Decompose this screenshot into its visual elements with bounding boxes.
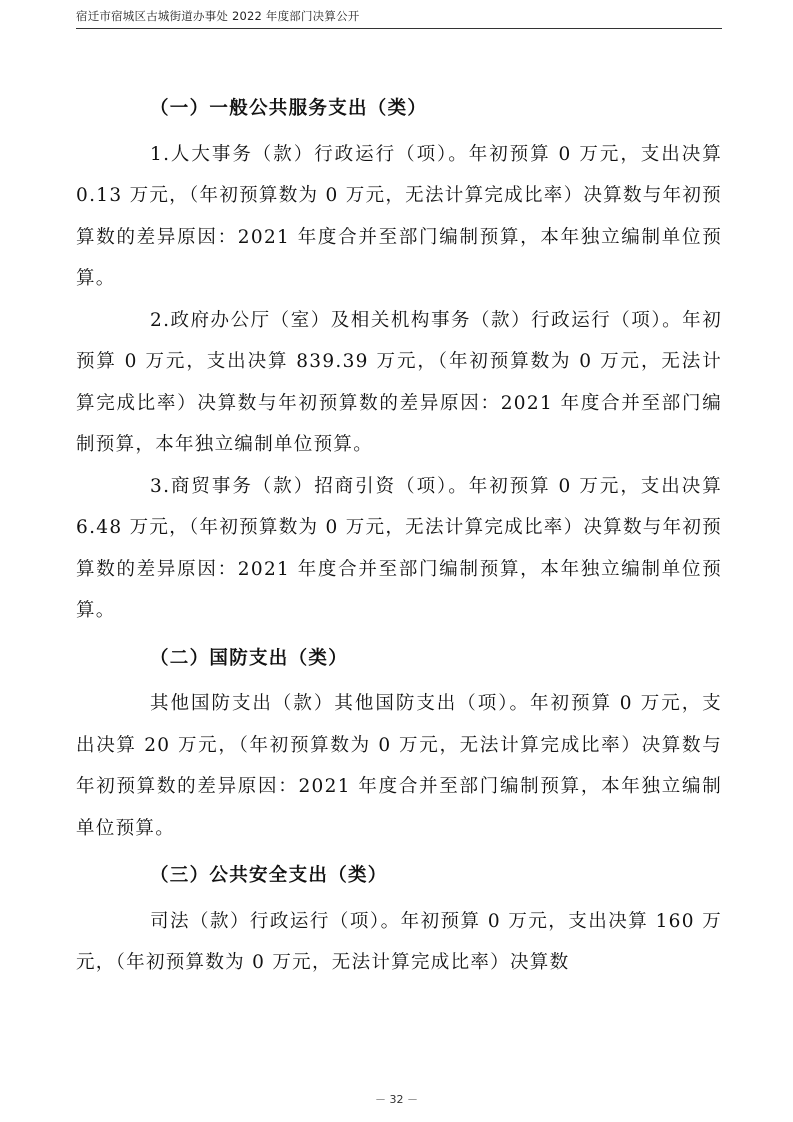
paragraph-npc-affairs: 1.人大事务（款）行政运行（项）。年初预算 0 万元，支出决算 0.13 万元，（年初预算数为 0 万元，无法计算完成比率）决算数与年初预算数的差异原因：2021 年度合并至部门编制预算，本年独立编制单位预算。 bbox=[76, 143, 722, 289]
section-heading-national-defense: （二）国防支出（类） bbox=[150, 647, 349, 669]
section-heading-general-public-services: （一）一般公共服务支出（类） bbox=[150, 98, 428, 119]
running-header: 宿迁市宿城区古城街道办事处 2022 年度部门决算公开 bbox=[76, 9, 360, 23]
paragraph-other-defense: 其他国防支出（款）其他国防支出（项）。年初预算 0 万元，支出决算 20 万元，（年初预算数为 0 万元，无法计算完成比率）决算数与年初预算数的差异原因：2021 年度合并至部门编制预算，本年独立编制单位预算。 bbox=[76, 693, 722, 839]
header-divider bbox=[76, 28, 722, 29]
section-heading-public-security: （三）公共安全支出（类） bbox=[150, 865, 388, 886]
paragraph-commerce-affairs: 3.商贸事务（款）招商引资（项）。年初预算 0 万元，支出决算 6.48 万元，（年初预算数为 0 万元，无法计算完成比率）决算数与年初预算数的差异原因：2021 年度合并至部门编制预算，本年独立编制单位预算。 bbox=[76, 475, 722, 621]
document-body bbox=[76, 82, 722, 984]
page-number: － 32 － bbox=[375, 1093, 418, 1106]
paragraph-government-office: 2.政府办公厅（室）及相关机构事务（款）行政运行（项）。年初预算 0 万元，支出决算 839.39 万元，（年初预算数为 0 万元，无法计算完成比率）决算数与年初预算数的差异原因：2021 年度合并至部门编制预算，本年独立编制单位预算。 bbox=[76, 309, 722, 455]
paragraph-judicial: 司法（款）行政运行（项）。年初预算 0 万元，支出决算 160 万元，（年初预算数为 0 万元，无法计算完成比率）决算数 bbox=[76, 910, 722, 973]
